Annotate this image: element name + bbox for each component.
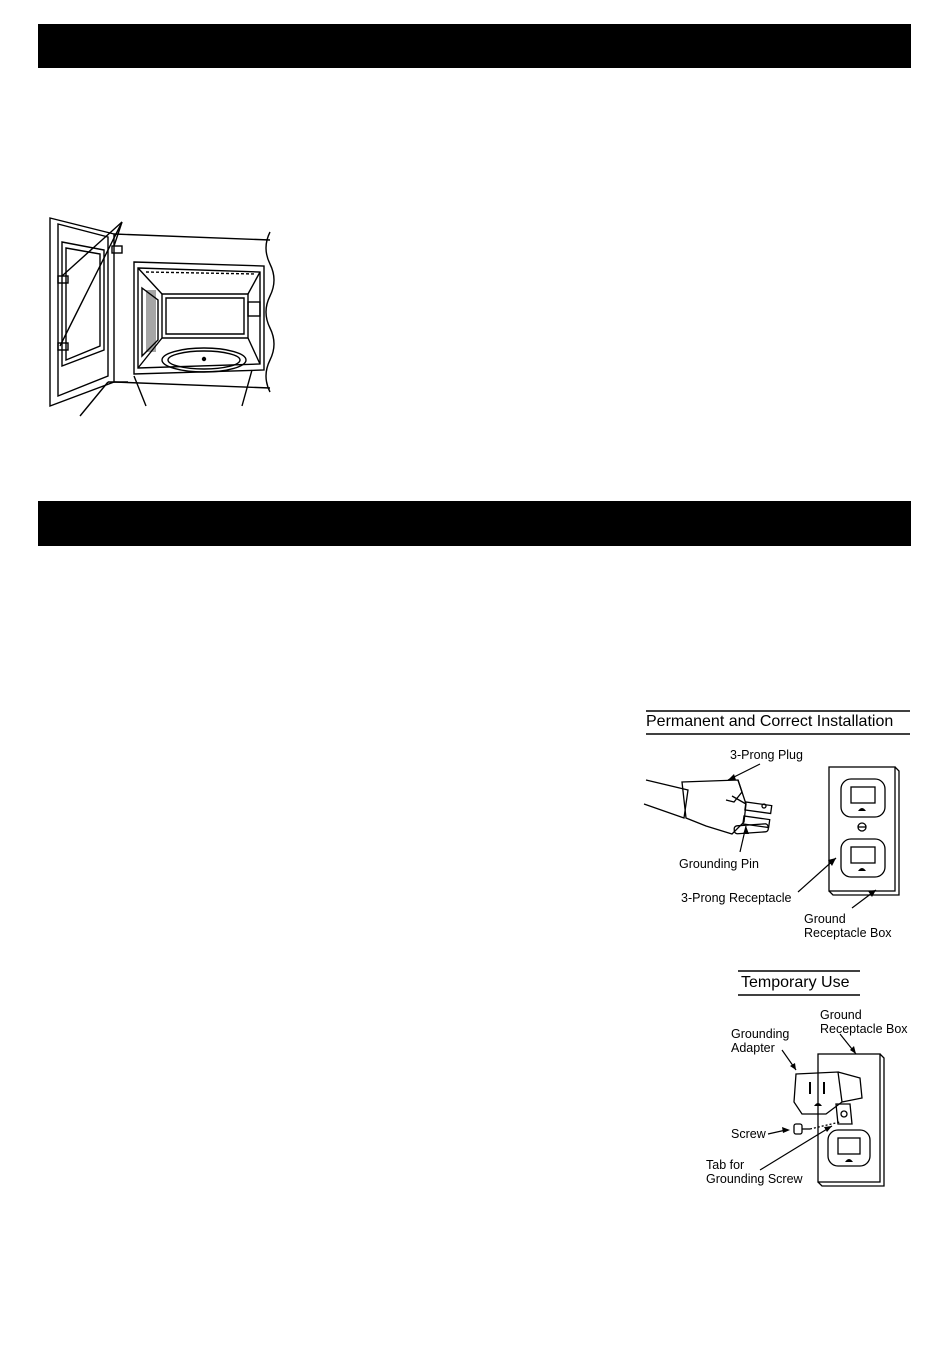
section-header-bar-1 [38, 24, 911, 68]
label-tab-for-grounding-screw-line2: Grounding Screw [706, 1172, 803, 1186]
label-ground-receptacle-box-line2: Receptacle Box [804, 926, 892, 940]
label-ground-receptacle-box-line1: Ground [804, 912, 846, 926]
label-temp-ground-receptacle-box-line1: Ground [820, 1008, 862, 1022]
label-tab-for-grounding-screw-line1: Tab for [706, 1158, 745, 1172]
section-header-bar-2 [38, 501, 911, 546]
label-3-prong-plug: 3-Prong Plug [730, 748, 803, 762]
label-3-prong-receptacle: 3-Prong Receptacle [681, 891, 792, 905]
permanent-title-rules [646, 710, 911, 736]
label-grounding-pin: Grounding Pin [679, 857, 759, 871]
label-screw: Screw [731, 1127, 766, 1141]
permanent-installation-title: Permanent and Correct Installation [646, 713, 894, 730]
label-grounding-adapter-line1: Grounding [731, 1027, 790, 1041]
label-temp-ground-receptacle-box-line2: Receptacle Box [820, 1022, 908, 1036]
temporary-title-rules [738, 970, 862, 998]
label-grounding-adapter-line2: Adapter [731, 1041, 775, 1055]
temporary-use-title: Temporary Use [741, 974, 850, 991]
microwave-icon [38, 210, 288, 410]
